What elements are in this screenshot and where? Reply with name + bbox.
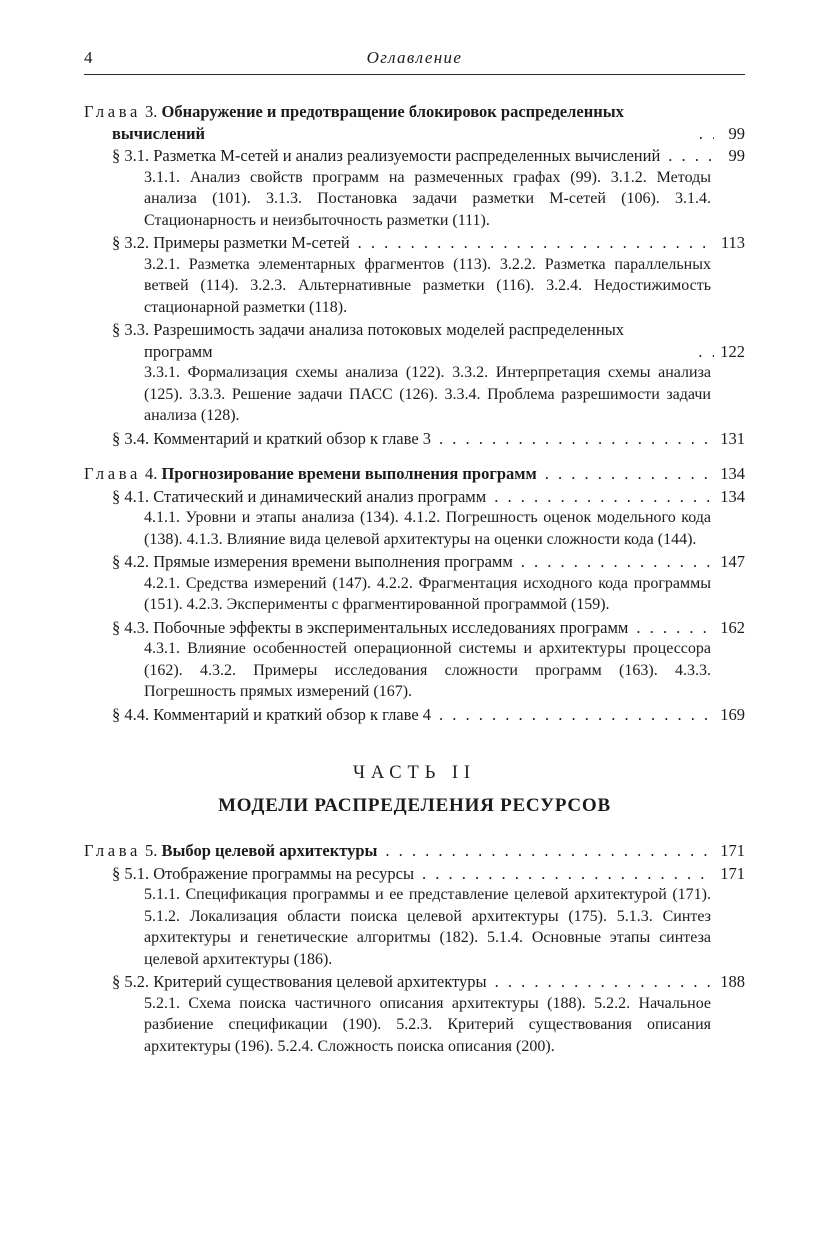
section-title: Побочные эффекты в экспериментальных исследованиях программ (153, 617, 629, 637)
dot-leader (439, 704, 714, 726)
dot-leader (422, 863, 714, 885)
chapter-word: Глава (84, 464, 141, 483)
running-header-title: Оглавление (366, 48, 463, 67)
section-number: § 3.1. (112, 146, 150, 165)
header-rule (84, 74, 745, 75)
page-ref: 188 (720, 972, 745, 991)
chapter-title: Прогнозирование времени выполнения программ (161, 464, 537, 483)
chapter-word: Глава (84, 841, 141, 860)
toc-section-entry (112, 145, 745, 167)
entry-text (84, 463, 537, 485)
toc-section-entry (112, 428, 745, 450)
page-header (84, 48, 745, 68)
dot-leader (699, 123, 714, 145)
toc-section-entry (112, 617, 745, 639)
entry-text (84, 840, 377, 862)
page-ref: 134 (720, 464, 745, 483)
section-number: § 5.1. (112, 863, 150, 883)
toc-detail: 3.1.1. Анализ свойств программ на размеченных графах (99). 3.1.2. Методы анализа (101). 3.1.3. Постановка задачи разметки М-сетей (106). 3.1.4. Стационарность и неизбыточность разметки (111). (144, 168, 711, 229)
section-title: Критерий существования целевой архитектуры (153, 972, 487, 991)
entry-text (84, 101, 691, 144)
chapter-number: 4. (145, 464, 158, 483)
entry-text (112, 486, 486, 508)
entry-text (112, 428, 431, 450)
section-title: Отображение программы на ресурсы (153, 863, 415, 883)
toc-detail: 3.2.1. Разметка элементарных фрагментов (113). 3.2.2. Разметка параллельных ветвей (114). 3.2.3. Альтернативные разметки (116). 3.2.4. Недостижимость стационарной разметки (118). (144, 255, 711, 316)
toc-detail: 4.2.1. Средства измерений (147). 4.2.2. Фрагментация исходного кода программы (151). 4.2.3. Эксперименты с фрагментированной программой (159). (144, 574, 711, 613)
section-title: Прямые измерения времени выполнения программ (153, 552, 513, 571)
dot-leader (494, 486, 714, 508)
section-number: § 4.3. (112, 617, 150, 637)
dot-leader (698, 341, 714, 363)
toc-detail: 4.1.1. Уровни и этапы анализа (134). 4.1.2. Погрешность оценок модельного кода (138). 4.1.3. Влияние вида целевой архитектуры на оценки сложности кода (144). (144, 509, 711, 548)
page-ref: 131 (720, 428, 745, 448)
section-title: Комментарий и краткий обзор к главе 4 (153, 704, 432, 724)
section-number: § 4.1. (112, 486, 150, 506)
part-heading (84, 763, 745, 816)
toc-chapter-entry (84, 101, 745, 144)
entry-text (112, 232, 350, 254)
page-ref: 99 (728, 123, 745, 143)
page-ref: 169 (720, 704, 745, 724)
toc-section-entry (112, 704, 745, 726)
section-title: Разметка М-сетей и анализ реализуемости распределенных вычислений (153, 146, 661, 165)
entry-text (112, 551, 513, 573)
section-title: Примеры разметки М-сетей (153, 233, 350, 252)
page-ref: 122 (720, 341, 745, 361)
toc-section-entry (112, 232, 745, 254)
toc-detail: 4.3.1. Влияние особенностей операционной системы и архитектуры процессора (162). 4.3.2. Примеры исследования сложности программ (163). 4.3.3. Погрешность прямых измерений (167). (144, 640, 711, 700)
entry-text (112, 704, 431, 726)
section-title: Разрешимость задачи анализа потоковых моделей распределенных программ (144, 320, 625, 361)
toc (84, 101, 745, 1057)
section-number: § 5.2. (112, 972, 150, 991)
toc-section-entry (112, 319, 745, 362)
entry-text (112, 971, 487, 993)
page-number: 4 (84, 48, 93, 67)
toc-detail: 5.2.1. Схема поиска частичного описания архитектуры (188). 5.2.2. Начальное разбиение спецификации (190). 5.2.3. Критерий существования описания архитектуры (196). 5.2.4. Сложность поиска описания (200). (144, 994, 711, 1055)
chapter-title: Выбор целевой архитектуры (161, 841, 378, 860)
toc-detail: 5.1.1. Спецификация программы и ее представление целевой архитектурой (171). 5.1.2. Локализация области поиска целевой архитектуры (175). 5.1.3. Синтез архитектуры и генетические алгоритмы (182). 5.1.4. Основные этапы синтеза целевой архитектуры (186). (144, 886, 711, 968)
page-ref: 162 (720, 617, 745, 637)
part-kicker: ЧАСТЬ II (352, 763, 477, 783)
entry-text (112, 145, 660, 167)
chapter-title: Обнаружение и предотвращение блокировок распределенных вычислений (112, 102, 624, 143)
toc-chapter-entry (84, 463, 745, 485)
section-number: § 3.4. (112, 428, 150, 448)
dot-leader (636, 617, 714, 639)
entry-text (112, 617, 628, 639)
entry-text (112, 863, 414, 885)
section-number: § 4.4. (112, 704, 150, 724)
toc-section-entry (112, 486, 745, 508)
toc-section-entry (112, 863, 745, 885)
page-ref: 99 (728, 146, 745, 165)
chapter-number: 3. (145, 102, 158, 121)
page-ref: 171 (720, 863, 745, 883)
page-ref: 134 (720, 486, 745, 506)
chapter-number: 5. (145, 841, 158, 860)
page-ref: 147 (720, 552, 745, 571)
toc-detail: 3.3.1. Формализация схемы анализа (122). 3.3.2. Интерпретация схемы анализа (125). 3.3.3. Решение задачи ПАСС (126). 3.3.4. Проблема разрешимости задачи анализа (128). (144, 364, 711, 424)
dot-leader (495, 971, 714, 993)
dot-leader (439, 428, 714, 450)
dot-leader (358, 232, 714, 254)
toc-section-entry (112, 971, 745, 993)
page-ref: 113 (720, 233, 745, 252)
section-number: § 4.2. (112, 552, 150, 571)
page-ref: 171 (720, 841, 745, 860)
section-title: Статический и динамический анализ программ (153, 486, 487, 506)
chapter-word: Глава (84, 102, 141, 121)
entry-text (112, 319, 690, 362)
part-title: МОДЕЛИ РАСПРЕДЕЛЕНИЯ РЕСУРСОВ (218, 794, 611, 816)
section-number: § 3.2. (112, 233, 150, 252)
dot-leader (521, 551, 714, 573)
section-title: Комментарий и краткий обзор к главе 3 (153, 428, 432, 448)
section-number: § 3.3. (112, 320, 150, 339)
dot-leader (545, 463, 714, 485)
toc-chapter-entry (84, 840, 745, 862)
dot-leader (668, 145, 714, 167)
dot-leader (385, 840, 714, 862)
toc-section-entry (112, 551, 745, 573)
